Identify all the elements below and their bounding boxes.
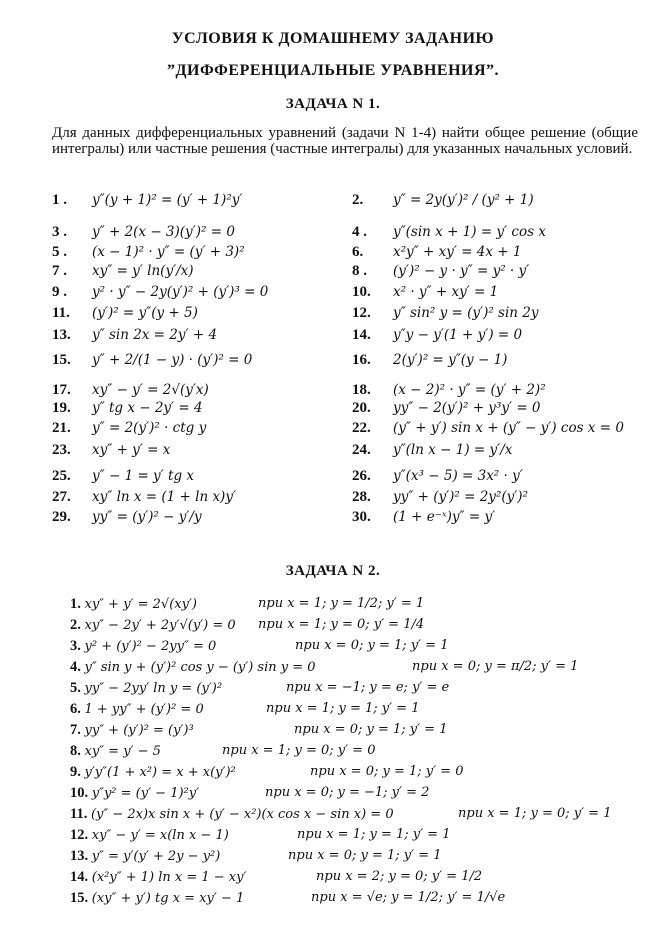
problem-equation: (1 + e⁻ˣ)y″ = y′: [393, 509, 496, 525]
problem-number: 22.: [352, 420, 371, 436]
problem-number: 14.: [70, 869, 92, 885]
task2-heading: ЗАДАЧА N 2.: [285, 563, 381, 579]
problem-equation: xy″ − y′ = x(ln x − 1): [91, 828, 229, 843]
task2-row: [70, 594, 660, 614]
task2-row: [70, 783, 660, 803]
initial-conditions: при x = 1; y = 0; y′ = 1: [458, 806, 612, 821]
task1-row: [0, 398, 666, 418]
problem-number: 11.: [52, 305, 70, 321]
problem-number: 21.: [52, 420, 71, 436]
problem-number: 28.: [352, 489, 371, 505]
initial-conditions: при x = 0; y = 1; y′ = 1: [294, 722, 448, 737]
problem-number: 6.: [352, 244, 364, 260]
task1-row: [0, 303, 666, 323]
task1-row: [0, 222, 666, 242]
initial-conditions: при x = −1; y = e; y′ = e: [286, 680, 450, 695]
problem-number: 2.: [352, 192, 364, 208]
problem-equation: y″ tg x − 2y′ = 4: [92, 400, 203, 416]
task2-row: [70, 657, 660, 677]
task1-row: [0, 380, 666, 400]
problem-equation: x² · y″ + xy′ = 1: [393, 284, 499, 300]
problem-number: 15.: [52, 352, 71, 368]
problem-number: 2.: [70, 617, 85, 633]
document-subtitle: ”ДИФФЕРЕНЦИАЛЬНЫЕ УРАВНЕНИЯ”.: [166, 62, 500, 79]
problem-number: 11.: [70, 806, 91, 822]
initial-conditions: при x = 0; y = 1; y′ = 0: [310, 764, 464, 779]
problem-equation: y″ sin y + (y′)² cos y − (y′) sin y = 0: [84, 660, 316, 675]
problem-number: 19.: [52, 400, 71, 416]
problem-equation: y″ = 2y(y′)² / (y² + 1): [393, 192, 534, 208]
initial-conditions: при x = 0; y = −1; y′ = 2: [265, 785, 430, 800]
problem-equation: x²y″ + xy′ = 4x + 1: [393, 244, 522, 260]
problem-equation: 1 + yy″ + (y′)² = 0: [84, 702, 204, 717]
task1-row: [0, 350, 666, 370]
problem-equation: xy″ − y′ = 2√(y′x): [92, 382, 209, 398]
problem-equation: yy″ − 2yy′ ln y = (y′)²: [84, 681, 223, 696]
problem-equation: yy″ + (y′)² = (y′)³: [84, 723, 194, 738]
initial-conditions: при x = 0; y = 1; y′ = 1: [295, 638, 449, 653]
problem-equation: y″(x³ − 5) = 3x² · y′: [393, 468, 523, 484]
problem-number: 1.: [70, 596, 85, 612]
problem-number: 8 .: [352, 263, 367, 279]
problem-equation: y″ sin² y = (y′)² sin 2y: [393, 305, 539, 321]
problem-number: 15.: [70, 890, 92, 906]
initial-conditions: при x = 1; y = 1; y′ = 1: [297, 827, 451, 842]
problem-number: 5.: [70, 680, 85, 696]
problem-number: 26.: [352, 468, 371, 484]
task2-row: [70, 867, 660, 887]
problem-equation: y″ sin 2x = 2y′ + 4: [92, 327, 218, 343]
problem-equation: yy″ − 2(y′)² + y³y′ = 0: [393, 400, 541, 416]
problem-equation: xy″ + y′ = 2√(xy′): [84, 597, 197, 612]
problem-number: 10.: [352, 284, 371, 300]
problem-equation: (y″ + y′) sin x + (y″ − y′) cos x = 0: [393, 420, 624, 436]
problem-number: 30.: [352, 509, 371, 525]
initial-conditions: при x = 1; y = 0; y′ = 1/4: [258, 617, 425, 632]
problem-number: 4 .: [352, 224, 367, 240]
problem-number: 29.: [52, 509, 71, 525]
initial-conditions: при x = 1; y = 1/2; y′ = 1: [258, 596, 425, 611]
problem-equation: xy″ − 2y′ + 2y′√(y′) = 0: [84, 618, 236, 633]
problem-number: 5 .: [52, 244, 67, 260]
problem-equation: 2(y′)² = y″(y − 1): [393, 352, 508, 368]
problem-number: 3.: [70, 638, 85, 654]
problem-number: 12.: [352, 305, 371, 321]
problem-equation: y″ = 2(y′)² · ctg y: [92, 420, 207, 436]
task1-row: [0, 261, 666, 281]
task2-row: [70, 825, 660, 845]
problem-equation: y″y² = (y′ − 1)²y′: [91, 786, 200, 801]
problem-number: 24.: [352, 442, 371, 458]
problem-number: 23.: [52, 442, 71, 458]
problem-equation: (y″ − 2x)x sin x + (y′ − x²)(x cos x − sin x) = 0: [90, 807, 394, 822]
task1-row: [0, 325, 666, 345]
problem-number: 8.: [70, 743, 85, 759]
problem-equation: (x − 1)² · y″ = (y′ + 3)²: [92, 244, 245, 260]
problem-equation: y″y − y′(1 + y′) = 0: [393, 327, 523, 343]
problem-number: 27.: [52, 489, 71, 505]
problem-number: 16.: [352, 352, 371, 368]
task2-row: [70, 615, 660, 635]
initial-conditions: при x = 2; y = 0; y′ = 1/2: [316, 869, 483, 884]
task2-row: [70, 762, 660, 782]
task1-row: [0, 466, 666, 486]
problem-equation: y″(sin x + 1) = y′ cos x: [393, 224, 546, 240]
problem-number: 3 .: [52, 224, 67, 240]
problem-number: 13.: [70, 848, 92, 864]
initial-conditions: при x = 0; y = 1; y′ = 1: [288, 848, 442, 863]
intro-paragraph: Для данных дифференциальных уравнений (задачи N 1-4) найти общее решение (общие интегралы) или частные решения (частные интегралы) для указанных начальных условий.: [52, 125, 638, 157]
task2-row: [70, 846, 660, 866]
problem-equation: y″ + 2(x − 3)(y′)² = 0: [92, 224, 235, 240]
problem-equation: (xy″ + y′) tg x = xy′ − 1: [91, 891, 245, 906]
problem-equation: (x − 2)² · y″ = (y′ + 2)²: [393, 382, 546, 398]
problem-number: 12.: [70, 827, 92, 843]
task1-heading: ЗАДАЧА N 1.: [285, 96, 381, 112]
problem-number: 10.: [70, 785, 92, 801]
problem-equation: y″ = y′(y′ + 2y − y²): [91, 849, 221, 864]
problem-number: 13.: [52, 327, 71, 343]
task2-row: [70, 699, 660, 719]
problem-equation: y″ + 2/(1 − y) · (y′)² = 0: [92, 352, 253, 368]
task1-row: [0, 418, 666, 438]
problem-equation: (y′)² = y″(y + 5): [92, 305, 198, 321]
task1-row: [0, 487, 666, 507]
problem-number: 7 .: [52, 263, 67, 279]
problem-equation: (x²y″ + 1) ln x = 1 − xy′: [91, 870, 247, 885]
problem-equation: y′y″(1 + x²) = x + x(y′)²: [84, 765, 236, 780]
problem-number: 6.: [70, 701, 85, 717]
initial-conditions: при x = 1; y = 1; y′ = 1: [266, 701, 420, 716]
problem-number: 25.: [52, 468, 71, 484]
initial-conditions: при x = √e; y = 1/2; y′ = 1/√e: [311, 890, 506, 905]
problem-equation: y″ − 1 = y′ tg x: [92, 468, 195, 484]
problem-number: 14.: [352, 327, 371, 343]
initial-conditions: при x = 0; y = π/2; y′ = 1: [412, 659, 579, 674]
problem-number: 18.: [352, 382, 371, 398]
document-title: УСЛОВИЯ К ДОМАШНЕМУ ЗАДАНИЮ: [171, 30, 495, 47]
problem-equation: yy″ + (y′)² = 2y²(y′)²: [393, 489, 528, 505]
task2-row: [70, 678, 660, 698]
problem-equation: y″(y + 1)² = (y′ + 1)²y′: [92, 192, 243, 208]
task1-row: [0, 440, 666, 460]
task2-row: [70, 636, 660, 656]
task2-row: [70, 720, 660, 740]
task2-row: [70, 741, 660, 761]
problem-equation: xy″ + y′ = x: [92, 442, 171, 458]
problem-number: 9.: [70, 764, 85, 780]
problem-equation: xy″ = y′ ln(y′/x): [92, 263, 194, 279]
task2-row: [70, 888, 660, 908]
task1-row: [0, 190, 666, 210]
problem-equation: y² + (y′)² − 2yy″ = 0: [84, 639, 217, 654]
problem-equation: yy″ = (y′)² − y′/y: [92, 509, 202, 525]
problem-equation: xy″ = y′ − 5: [84, 744, 161, 759]
problem-equation: xy″ ln x = (1 + ln x)y′: [92, 489, 237, 505]
problem-number: 9 .: [52, 284, 67, 300]
task2-row: [70, 804, 660, 824]
problem-equation: y″(ln x − 1) = y′/x: [393, 442, 513, 458]
task1-row: [0, 282, 666, 302]
problem-equation: (y′)² − y · y″ = y² · y′: [393, 263, 530, 279]
problem-equation: y² · y″ − 2y(y′)² + (y′)³ = 0: [92, 284, 269, 300]
problem-number: 7.: [70, 722, 85, 738]
task1-row: [0, 507, 666, 527]
problem-number: 4.: [70, 659, 85, 675]
initial-conditions: при x = 1; y = 0; y′ = 0: [222, 743, 376, 758]
problem-number: 17.: [52, 382, 71, 398]
task1-row: [0, 242, 666, 262]
problem-number: 20.: [352, 400, 371, 416]
problem-number: 1 .: [52, 192, 67, 208]
